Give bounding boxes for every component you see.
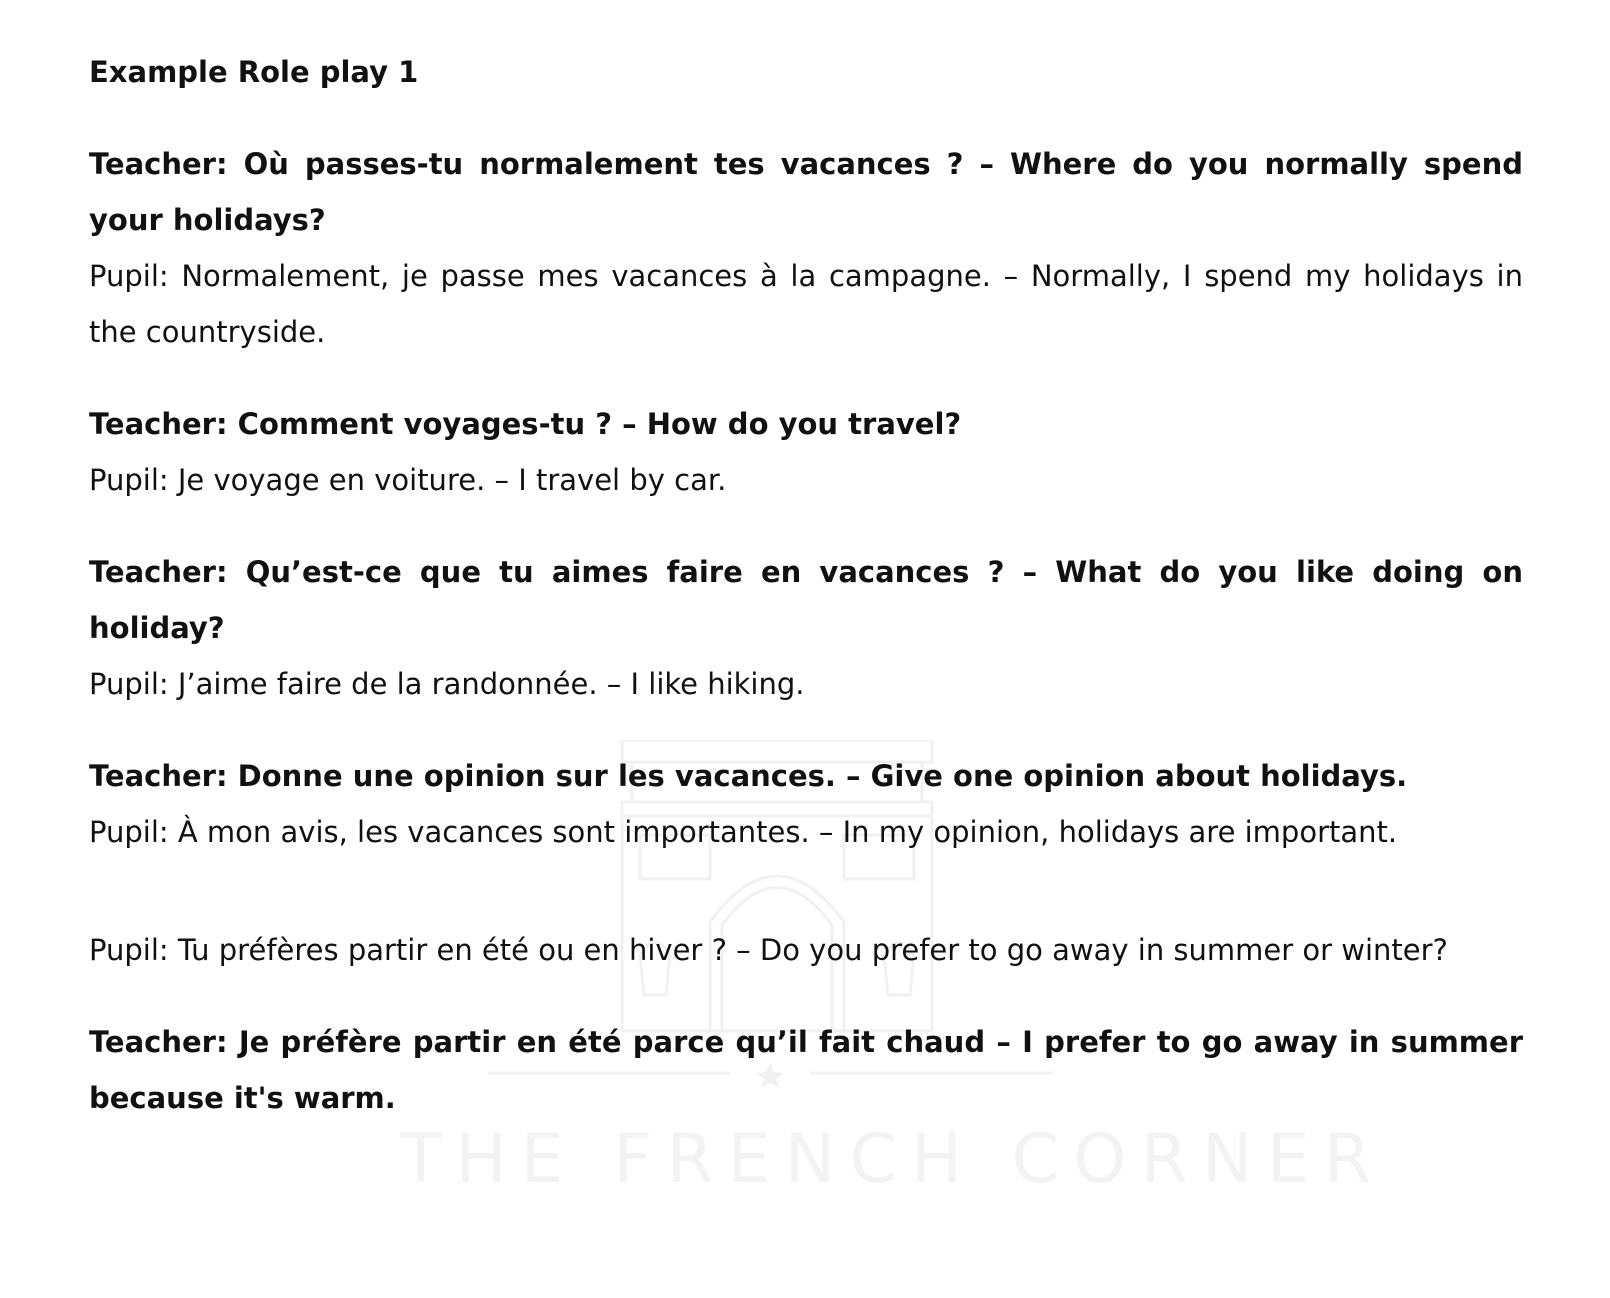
spacer — [89, 860, 1523, 922]
teacher-answer: Teacher: Je préfère partir en été parce qu’il fait chaud – I prefer to go away in summer because it's warm. — [89, 1025, 1523, 1115]
watermark-text: THE FRENCH CORNER — [400, 1120, 1386, 1199]
teacher-question: Teacher: Donne une opinion sur les vacances. – Give one opinion about holidays. — [89, 759, 1408, 793]
teacher-question: Teacher: Qu’est-ce que tu aimes faire en vacances ? – What do you like doing on holiday? — [89, 555, 1523, 645]
pupil-answer: Pupil: Normalement, je passe mes vacances à la campagne. – Normally, I spend my holidays in the countryside. — [89, 259, 1523, 349]
page-title: Example Role play 1 — [89, 55, 419, 89]
exchange-pupil-question — [89, 922, 1523, 978]
teacher-question: Teacher: Où passes-tu normalement tes vacances ? – Where do you normally spend your holidays? — [89, 147, 1523, 237]
teacher-question: Teacher: Comment voyages-tu ? – How do you travel? — [89, 407, 962, 441]
role-play-document — [89, 44, 1523, 1162]
exchange-3 — [89, 544, 1523, 712]
exchange-1 — [89, 136, 1523, 360]
pupil-answer: Pupil: Je voyage en voiture. – I travel by car. — [89, 463, 727, 497]
pupil-answer: Pupil: À mon avis, les vacances sont importantes. – In my opinion, holidays are important. — [89, 815, 1398, 849]
exchange-teacher-answer — [89, 1014, 1523, 1126]
pupil-question: Pupil: Tu préfères partir en été ou en hiver ? – Do you prefer to go away in summer or winter? — [89, 933, 1448, 967]
exchange-2 — [89, 396, 1523, 508]
exchange-4 — [89, 748, 1523, 860]
pupil-answer: Pupil: J’aime faire de la randonnée. – I like hiking. — [89, 667, 805, 701]
